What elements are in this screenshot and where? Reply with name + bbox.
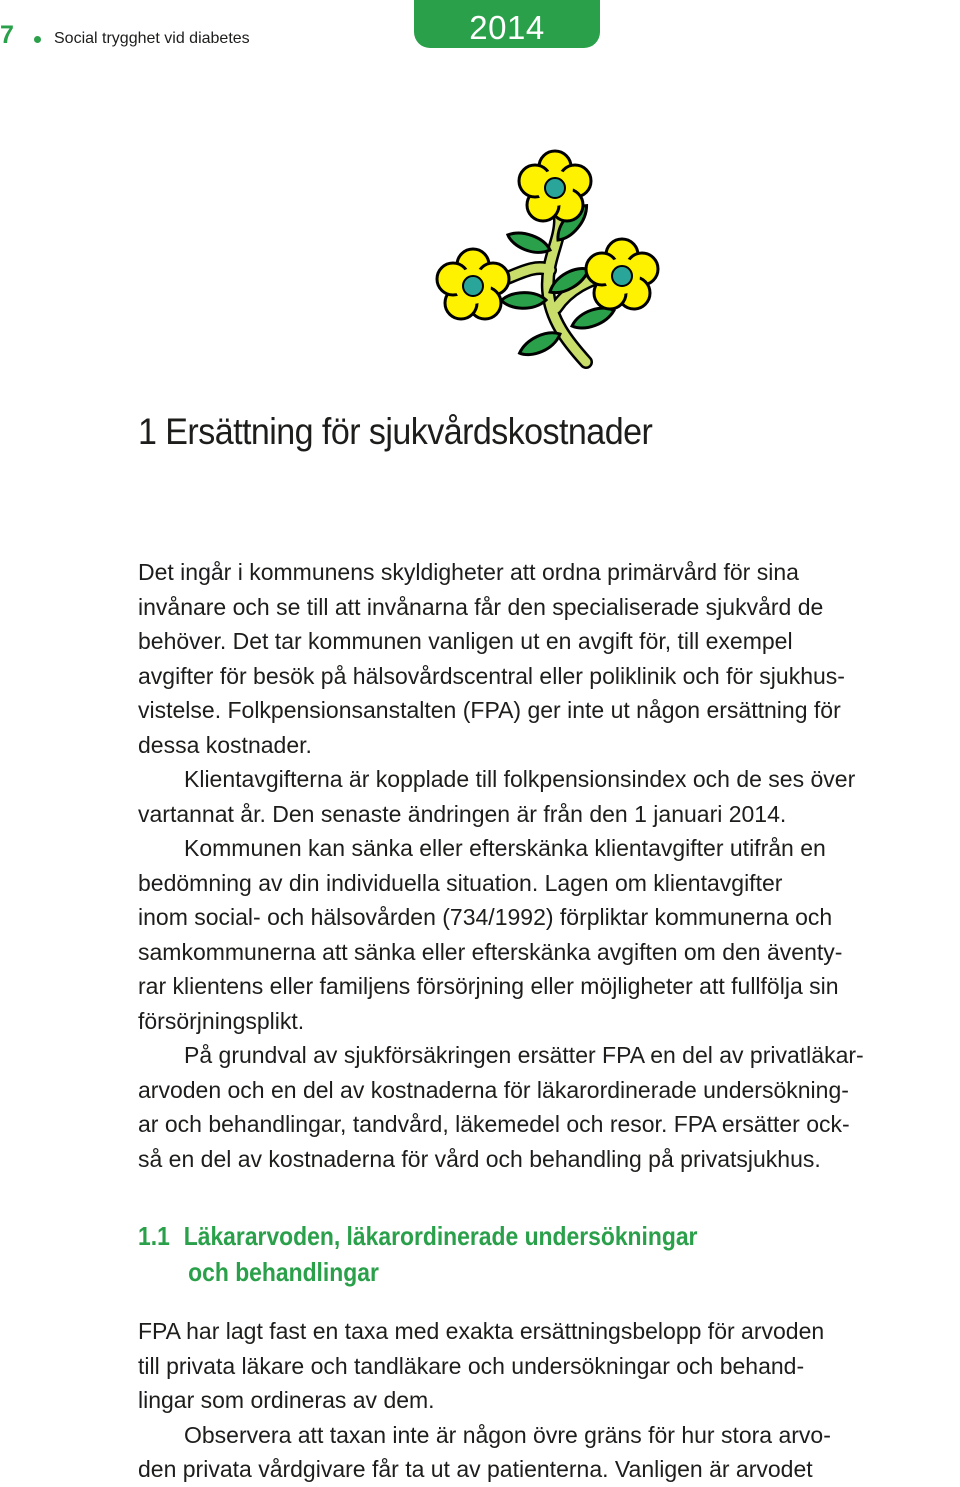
text-line: så en del av kostnaderna för vård och behandling på privatsjukhus.: [138, 1145, 821, 1172]
text-line: ar och behandlingar, tandvård, läkemedel och resor. FPA ersätter ock-: [138, 1111, 850, 1137]
text-line: vartannat år. Den senaste ändringen är från den 1 januari 2014.: [138, 800, 787, 827]
running-title: Social trygghet vid diabetes: [54, 30, 250, 47]
text-line: bedömning av din individuella situation. Lagen om klientavgifter: [138, 869, 783, 896]
paragraph-sickness-insurance: [138, 1038, 960, 1176]
paragraph-index: [138, 762, 960, 831]
text-line: På grundval av sjukförsäkringen ersätter FPA en del av privatläkar-: [184, 1042, 864, 1068]
text-line: dessa kostnader.: [138, 731, 312, 758]
paragraph-observe: [138, 1418, 960, 1487]
text-line: invånare och se till att invånarna får den specialiserade sjukvård de: [138, 593, 824, 620]
body-text-section: [138, 1314, 960, 1487]
paragraph-fpa-tariff: [138, 1314, 960, 1418]
chapter-title: 1 Ersättning för sjukvårdskostnader: [138, 411, 653, 452]
section-title-line-2: och behandlingar: [188, 1257, 379, 1287]
text-line: avgifter för besök på hälsovårdscentral eller poliklinik och för sjukhus-: [138, 662, 845, 689]
page-header: [0, 0, 960, 70]
paragraph-reduction: [138, 831, 960, 1038]
text-line: till privata läkare och tandläkare och undersökningar och behand-: [138, 1352, 805, 1379]
flower-right: [586, 239, 658, 309]
text-line: lingar som ordineras av dem.: [138, 1387, 435, 1413]
paragraph-intro: [138, 555, 960, 762]
section-title-line-1: Läkararvoden, läkarordinerade undersökningar: [183, 1221, 698, 1251]
bullet-dot-icon: [34, 36, 41, 43]
text-line: behöver. Det tar kommunen vanligen ut en avgift för, till exempel: [138, 628, 793, 654]
text-line: Klientavgifterna är kopplade till folkpensionsindex och de ses över: [184, 766, 856, 792]
text-line: vistelse. Folkpensionsanstalten (FPA) ger inte ut någon ersättning för: [138, 697, 841, 723]
page-number: 7: [0, 21, 14, 49]
text-line: Observera att taxan inte är någon övre gräns för hur stora arvo-: [184, 1421, 831, 1448]
section-heading: [138, 1218, 697, 1290]
flower-left: [437, 249, 509, 319]
flower-top: [519, 151, 591, 221]
text-line: arvoden och en del av kostnaderna för läkarordinerade undersökning-: [138, 1076, 849, 1103]
body-text-intro: [138, 555, 960, 1176]
text-line: försörjningsplikt.: [138, 1007, 305, 1034]
section-number: 1.1: [138, 1221, 170, 1251]
text-line: samkommunerna att sänka eller efterskänka avgiften om den äventy-: [138, 938, 843, 965]
text-line: inom social- och hälsovården (734/1992) förpliktar kommunerna och: [138, 904, 833, 930]
text-line: Det ingår i kommunens skyldigheter att ordna primärvård för sina: [138, 559, 799, 585]
year-tab: 2014: [414, 0, 600, 48]
text-line: rar klientens eller familjens försörjning eller möjligheter att fullfölja sin: [138, 973, 839, 999]
flower-illustration: [400, 130, 690, 390]
text-line: FPA har lagt fast en taxa med exakta ersättningsbelopp för arvoden: [138, 1318, 825, 1344]
text-line: den privata vårdgivare får ta ut av patienterna. Vanligen är arvodet: [138, 1456, 813, 1482]
text-line: Kommunen kan sänka eller efterskänka klientavgifter utifrån en: [184, 835, 826, 861]
